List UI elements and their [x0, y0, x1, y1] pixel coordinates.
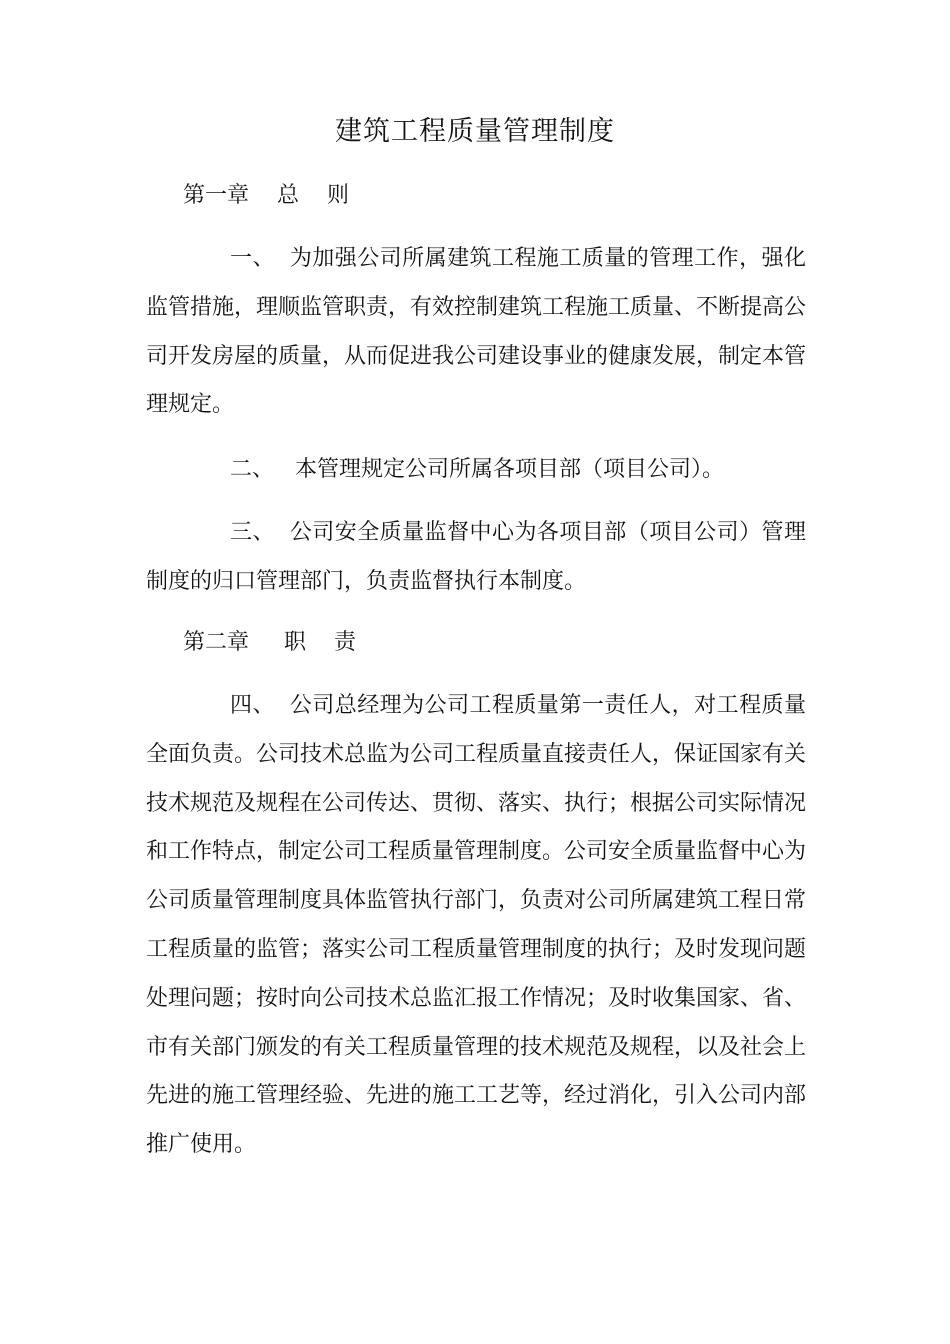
chapter-1-heading: 第一章 总 则	[183, 183, 349, 208]
paragraph-3: 三、 公司安全质量监督中心为各项目部（项目公司）管理制度的归口管理部门，负责监督执行本制度。	[146, 520, 806, 594]
paragraph-2: 二、 本管理规定公司所属各项目部（项目公司）。	[230, 457, 724, 482]
document-title: 建筑工程质量管理制度	[335, 116, 615, 147]
paragraph-4: 四、 公司总经理为公司工程质量第一责任人，对工程质量全面负责。公司技术总监为公司工程质量直接责任人，保证国家有关技术规范及规程在公司传达、贯彻、落实、执行；根据公司实际情况和工作特点，制定公司工程质量管理制度。公司安全质量监督中心为公司质量管理制度具体监管执行部门，负责对公司所属建筑工程日常工程质量的监管；落实公司工程质量管理制度的执行；及时发现问题处理问题；按时向公司技术总监汇报工作情况；及时收集国家、省、市有关部门颁发的有关工程质量管理的技术规范及规程，以及社会上先进的施工管理经验、先进的施工工艺等，经过消化，引入公司内部推广使用。	[146, 693, 807, 1158]
paragraph-1: 一、 为加强公司所属建筑工程施工质量的管理工作，强化监管措施，理顺监管职责，有效控制建筑工程施工质量、不断提高公司开发房屋的质量，从而促进我公司建设事业的健康发展，制定本管理规定。	[146, 246, 807, 418]
chapter-2-heading: 第二章 职 责	[183, 630, 356, 655]
